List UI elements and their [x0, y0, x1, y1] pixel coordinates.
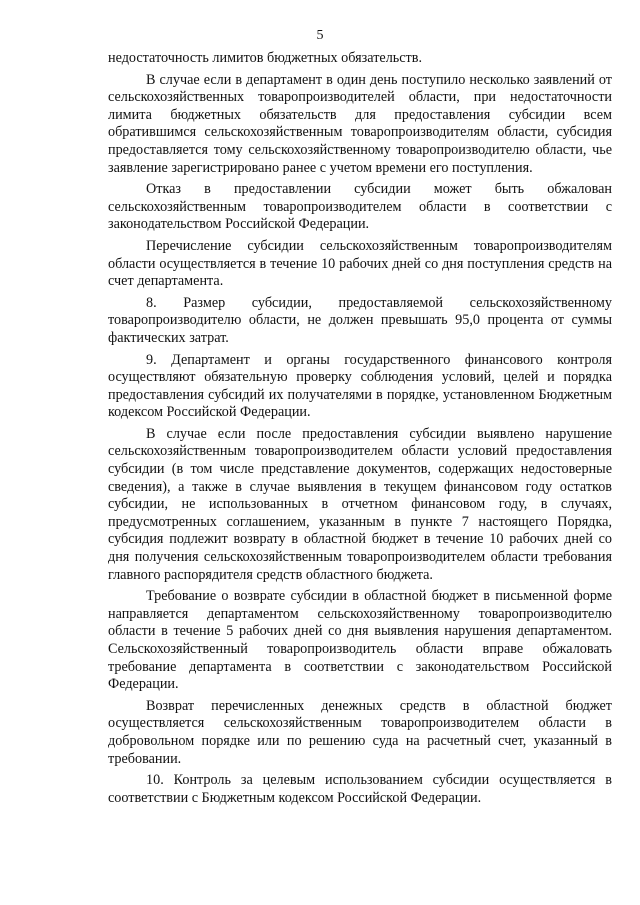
- paragraph-violation-return: В случае если после предоставления субсидии выявлено нарушение сельскохозяйственным товаропроизводителем области условий предоставления субсидии (в том числе представление документов, содержащих недостоверные сведения), а также в случае выявления в текущем финансовом году остатков субсидии, не использованных в отчетном финансовом году, в случаях, предусмотренных соглашением, указанным в пункте 7 настоящего Порядка, субсидия подлежит возврату в областной бюджет в течение 10 рабочих дней со дня получения сельскохозяйственным товаропроизводителем области требования главного распорядителя средств областного бюджета.: [108, 425, 612, 583]
- paragraph-transfer-term: Перечисление субсидии сельскохозяйственным товаропроизводителям области осуществляется в течение 10 рабочих дней со дня поступления средств на счет департамента.: [108, 237, 612, 290]
- page-number: 5: [316, 28, 324, 43]
- paragraph-return-procedure: Возврат перечисленных денежных средств в областной бюджет осуществляется сельскохозяйственным товаропроизводителем области в добровольном порядке или по решению суда на расчетный счет, указанный в требовании.: [108, 697, 612, 767]
- paragraph-simultaneous-applications: В случае если в департамент в один день поступило несколько заявлений от сельскохозяйственных товаропроизводителей области, при недостаточности лимита бюджетных обязательств для предоставления субсидии всем обратившимся сельскохозяйственным товаропроизводителям области, субсидия предоставляется тому сельскохозяйственному товаропроизводителю области, чье заявление зарегистрировано ранее с учетом времени его поступления.: [108, 71, 612, 176]
- paragraph-continuation: недостаточность лимитов бюджетных обязательств.: [108, 50, 422, 66]
- paragraph-item-9-control: 9. Департамент и органы государственного финансового контроля осуществляют обязательную проверку соблюдения условий, целей и порядка предоставления субсидий их получателями в порядке, установленном Бюджетным кодексом Российской Федерации.: [108, 351, 612, 421]
- paragraph-item-10-control: 10. Контроль за целевым использованием субсидии осуществляется в соответствии с Бюджетным кодексом Российской Федерации.: [108, 772, 612, 806]
- paragraph-item-8-subsidy-size: 8. Размер субсидии, предоставляемой сельскохозяйственному товаропроизводителю области, не должен превышать 95,0 процента от суммы фактических затрат.: [108, 294, 612, 346]
- paragraph-refusal-appeal: Отказ в предоставлении субсидии может быть обжалован сельскохозяйственным товаропроизводителем области в соответствии с законодательством Российской Федерации.: [108, 181, 612, 233]
- paragraph-return-requirement: Требование о возврате субсидии в областной бюджет в письменной форме направляется департаментом сельскохозяйственному товаропроизводителю области в течение 5 рабочих дней со дня выявления нарушения департаментом. Сельскохозяйственный товаропроизводитель области вправе обжаловать требование департамента в соответствии с законодательством Российской Федерации.: [108, 588, 612, 693]
- document-body: [108, 50, 612, 811]
